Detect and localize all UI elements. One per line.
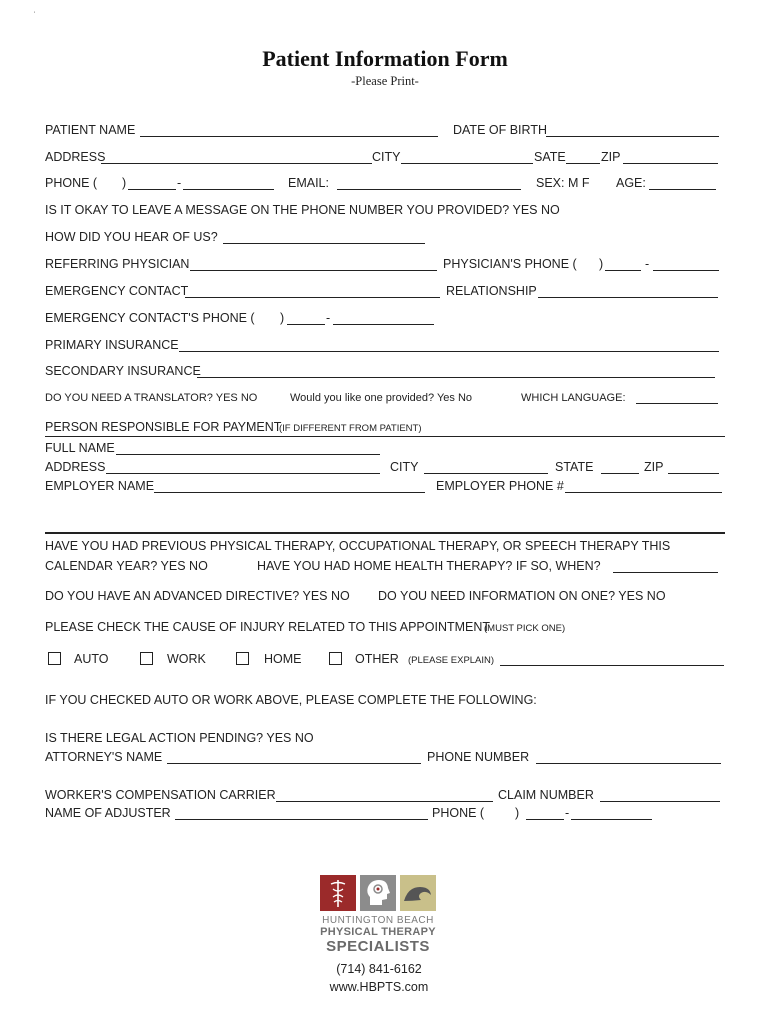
previous-therapy-question-line1: HAVE YOU HAD PREVIOUS PHYSICAL THERAPY, OCCUPATIONAL THERAPY, OR SPEECH THERAPY THIS	[45, 539, 671, 553]
payment-employer-phone-field[interactable]	[565, 492, 722, 493]
translator-question[interactable]: DO YOU NEED A TRANSLATOR? YES NO	[45, 392, 258, 404]
attorney-phone-label: PHONE NUMBER	[427, 750, 530, 764]
physician-phone-dash: -	[645, 257, 650, 271]
scan-mark: '	[34, 12, 36, 18]
section-divider	[45, 532, 725, 534]
relationship-label: RELATIONSHIP	[446, 284, 537, 298]
payment-state-field[interactable]	[601, 473, 639, 474]
payment-fullname-field[interactable]	[116, 454, 380, 455]
logo-text-line2: PHYSICAL THERAPY	[320, 926, 436, 938]
legal-pending-question[interactable]: IS THERE LEGAL ACTION PENDING? YES NO	[45, 731, 314, 745]
emergency-contact-field[interactable]	[185, 297, 440, 298]
payment-heading-note: (IF DIFFERENT FROM PATIENT)	[279, 423, 422, 434]
physician-phone-paren: )	[599, 257, 604, 271]
age-label: AGE:	[616, 176, 646, 190]
adjuster-phone-paren: )	[515, 806, 520, 820]
auto-checkbox[interactable]	[48, 652, 61, 665]
hear-about-field[interactable]	[223, 243, 425, 244]
other-checkbox[interactable]	[329, 652, 342, 665]
zip-label: ZIP	[601, 150, 621, 164]
state-label: SATE	[534, 150, 566, 164]
logo-text-line3: SPECIALISTS	[326, 938, 430, 955]
language-label: WHICH LANGUAGE:	[521, 392, 626, 404]
primary-insurance-field[interactable]	[179, 351, 719, 352]
caduceus-icon	[320, 875, 356, 911]
claim-number-field[interactable]	[600, 801, 720, 802]
form-subtitle: -Please Print-	[351, 74, 419, 88]
emergency-phone-line-field[interactable]	[333, 324, 434, 325]
payment-city-label: CITY	[390, 460, 419, 474]
payment-city-field[interactable]	[424, 473, 548, 474]
phone-paren: )	[122, 176, 127, 190]
payment-heading: PERSON RESPONSIBLE FOR PAYMENT	[45, 420, 282, 434]
dob-field[interactable]	[546, 136, 719, 137]
referring-physician-field[interactable]	[190, 270, 437, 271]
secondary-insurance-label: SECONDARY INSURANCE	[45, 364, 201, 378]
physician-phone-label: PHYSICIAN'S PHONE (	[443, 257, 577, 271]
age-field[interactable]	[649, 189, 716, 190]
attorney-phone-field[interactable]	[536, 763, 721, 764]
emergency-phone-dash: -	[326, 311, 331, 325]
head-profile-icon	[360, 875, 396, 911]
phone-line-field[interactable]	[183, 189, 274, 190]
payment-zip-field[interactable]	[668, 473, 719, 474]
address-field[interactable]	[101, 163, 372, 164]
previous-therapy-question-line2[interactable]: CALENDAR YEAR? YES NO	[45, 559, 208, 573]
adjuster-phone-dash: -	[565, 806, 570, 820]
auto-option-label: AUTO	[74, 652, 109, 666]
emergency-phone-label: EMERGENCY CONTACT'S PHONE (	[45, 311, 255, 325]
logo-text-line1: HUNTINGTON BEACH	[322, 915, 434, 926]
clinic-phone: (714) 841-6162	[336, 962, 422, 976]
payment-heading-rule	[45, 436, 725, 437]
other-explain-field[interactable]	[500, 665, 724, 666]
emergency-contact-label: EMERGENCY CONTACT	[45, 284, 189, 298]
legal-instruction: IF YOU CHECKED AUTO OR WORK ABOVE, PLEASE COMPLETE THE FOLLOWING:	[45, 693, 537, 707]
hear-about-label: HOW DID YOU HEAR OF US?	[45, 230, 218, 244]
directive-info-question[interactable]: DO YOU NEED INFORMATION ON ONE? YES NO	[378, 589, 666, 603]
injury-cause-label: PLEASE CHECK THE CAUSE OF INJURY RELATED TO THIS APPOINTMENT	[45, 620, 491, 634]
form-title: Patient Information Form	[262, 46, 508, 71]
payment-address-field[interactable]	[106, 473, 380, 474]
physician-phone-line-field[interactable]	[653, 270, 719, 271]
sex-label[interactable]: SEX: M F	[536, 176, 590, 190]
home-checkbox[interactable]	[236, 652, 249, 665]
injury-cause-note: (MUST PICK ONE)	[484, 623, 566, 634]
comp-carrier-label: WORKER'S COMPENSATION CARRIER	[45, 788, 276, 802]
work-checkbox[interactable]	[140, 652, 153, 665]
other-explain-note: (PLEASE EXPLAIN)	[408, 655, 495, 666]
claim-number-label: CLAIM NUMBER	[498, 788, 594, 802]
address-label: ADDRESS	[45, 150, 106, 164]
adjuster-name-label: NAME OF ADJUSTER	[45, 806, 171, 820]
work-option-label: WORK	[167, 652, 206, 666]
patient-name-label: PATIENT NAME	[45, 123, 136, 137]
home-health-question: HAVE YOU HAD HOME HEALTH THERAPY? IF SO, WHEN?	[257, 559, 601, 573]
advanced-directive-question[interactable]: DO YOU HAVE AN ADVANCED DIRECTIVE? YES NO	[45, 589, 350, 603]
payment-employer-field[interactable]	[154, 492, 425, 493]
payment-zip-label: ZIP	[644, 460, 664, 474]
attorney-name-field[interactable]	[167, 763, 421, 764]
other-option-label: OTHER	[355, 652, 399, 666]
wave-icon	[400, 875, 436, 911]
adjuster-phone-label: PHONE (	[432, 806, 485, 820]
relationship-field[interactable]	[538, 297, 718, 298]
payment-state-label: STATE	[555, 460, 594, 474]
phone-label: PHONE (	[45, 176, 98, 190]
payment-address-label: ADDRESS	[45, 460, 106, 474]
home-health-when-field[interactable]	[613, 572, 718, 573]
emergency-phone-paren: )	[280, 311, 285, 325]
dob-label: DATE OF BIRTH	[453, 123, 547, 137]
adjuster-phone-prefix-field[interactable]	[526, 819, 564, 820]
patient-name-field[interactable]	[140, 136, 438, 137]
emergency-phone-prefix-field[interactable]	[287, 324, 325, 325]
adjuster-phone-line-field[interactable]	[571, 819, 652, 820]
clinic-logo	[320, 875, 438, 913]
secondary-insurance-field[interactable]	[197, 377, 715, 378]
phone-prefix-field[interactable]	[128, 189, 176, 190]
translator-provided-question[interactable]: Would you like one provided? Yes No	[290, 392, 473, 404]
home-option-label: HOME	[264, 652, 302, 666]
city-label: CITY	[372, 150, 401, 164]
email-label: EMAIL:	[288, 176, 329, 190]
phone-dash: -	[177, 176, 182, 190]
clinic-website[interactable]: www.HBPTS.com	[329, 980, 429, 994]
city-field[interactable]	[401, 163, 533, 164]
payment-employer-label: EMPLOYER NAME	[45, 479, 155, 493]
referring-physician-label: REFERRING PHYSICIAN	[45, 257, 190, 271]
attorney-name-label: ATTORNEY'S NAME	[45, 750, 163, 764]
primary-insurance-label: PRIMARY INSURANCE	[45, 338, 179, 352]
zip-field[interactable]	[623, 163, 718, 164]
payment-fullname-label: FULL NAME	[45, 441, 115, 455]
adjuster-name-field[interactable]	[175, 819, 428, 820]
payment-employer-phone-label: EMPLOYER PHONE #	[436, 479, 564, 493]
state-field[interactable]	[566, 163, 600, 164]
language-field[interactable]	[636, 403, 718, 404]
email-field[interactable]	[337, 189, 521, 190]
leave-message-question[interactable]: IS IT OKAY TO LEAVE A MESSAGE ON THE PHONE NUMBER YOU PROVIDED? YES NO	[45, 203, 560, 217]
comp-carrier-field[interactable]	[276, 801, 493, 802]
physician-phone-prefix-field[interactable]	[605, 270, 641, 271]
